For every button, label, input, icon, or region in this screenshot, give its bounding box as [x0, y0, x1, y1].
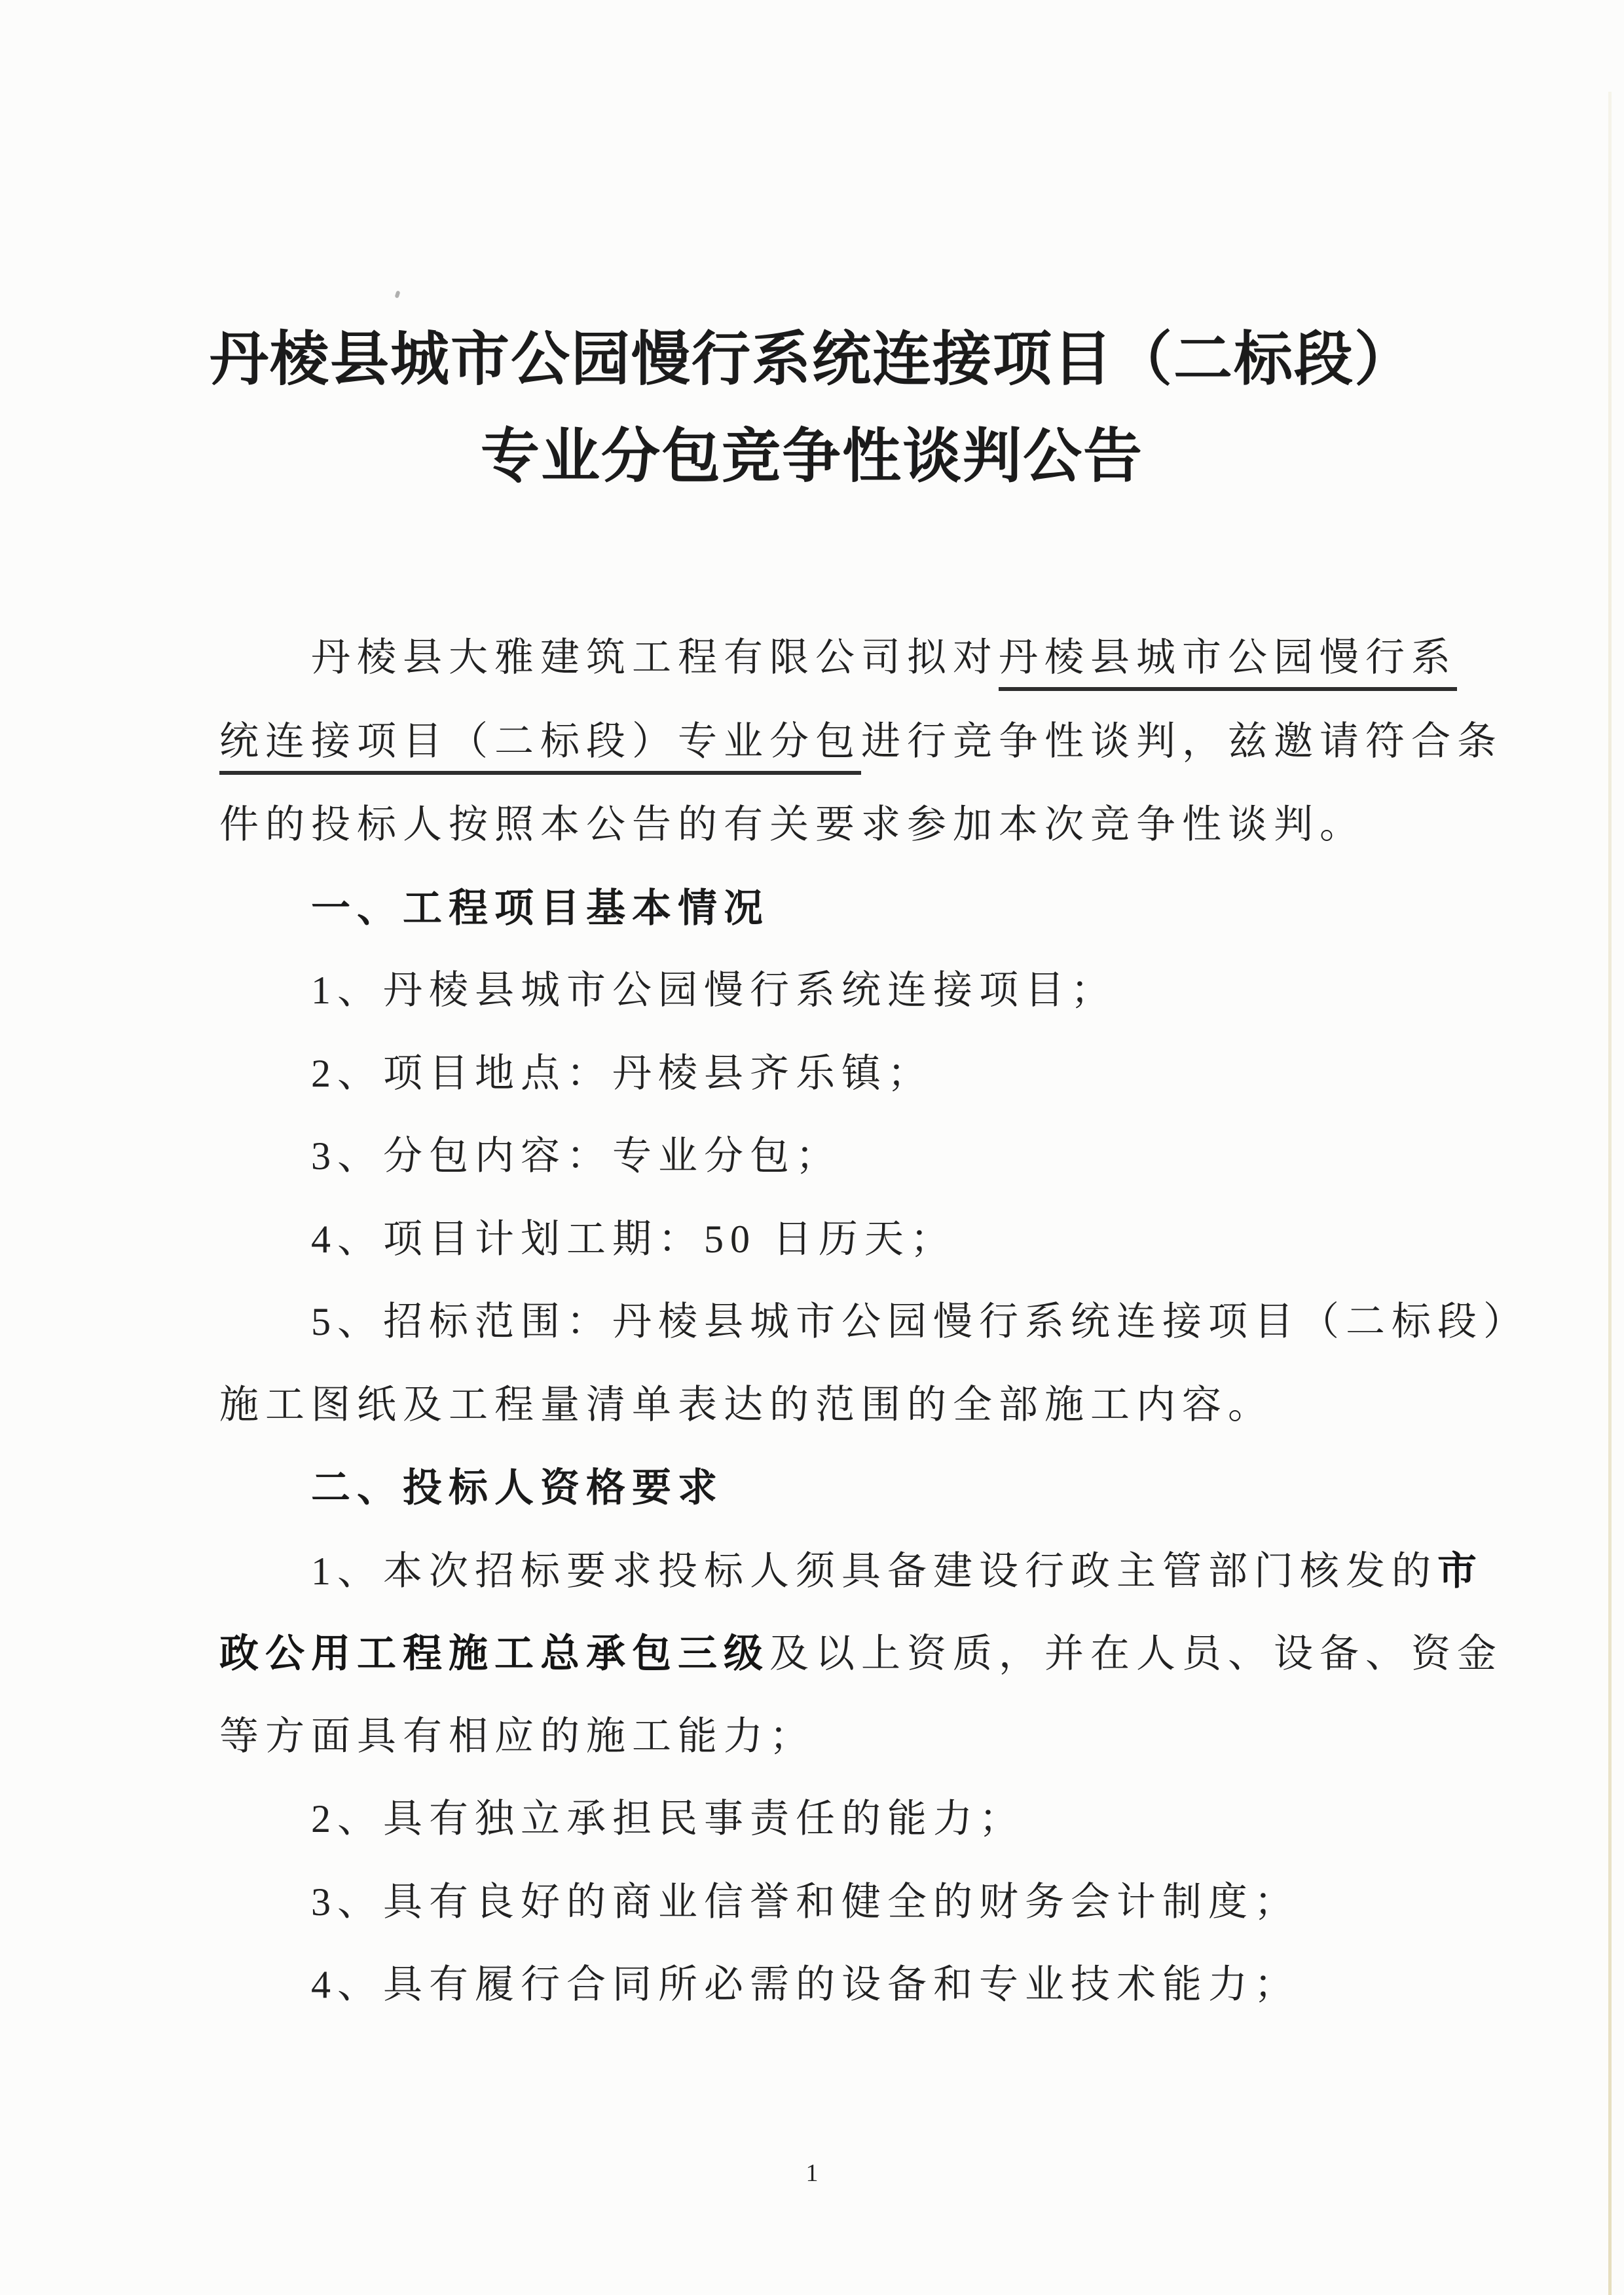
intro-line-1	[311, 635, 1457, 681]
section2-item-1-line-2-bold: 政公用工程施工总承包三级	[219, 1632, 769, 1675]
intro-line-3: 件的投标人按照本公告的有关要求参加本次竞争性谈判。	[219, 803, 1365, 846]
section1-item-4: 4、项目计划工期：50 日历天；	[311, 1218, 956, 1261]
section1-item-5-line-1: 5、招标范围：丹棱县城市公园慢行系统连接项目（二标段）	[311, 1300, 1529, 1343]
page-number: 1	[805, 2159, 819, 2187]
section2-heading: 二、投标人资格要求	[311, 1466, 724, 1510]
section1-item-1: 1、丹棱县城市公园慢行系统连接项目；	[311, 969, 1116, 1012]
scan-edge-artifact	[1608, 92, 1612, 2295]
section1-item-2: 2、项目地点：丹棱县齐乐镇；	[311, 1052, 933, 1095]
scan-speck	[394, 290, 400, 298]
intro-line-2-underlined: 统连接项目（二标段）专业分包	[219, 720, 861, 775]
section2-item-1-line-1-bold: 市	[1437, 1549, 1483, 1593]
section2-item-3: 3、具有良好的商业信誉和健全的财务会计制度；	[311, 1880, 1300, 1924]
section2-item-1-line-2-normal: 及以上资质，并在人员、设备、资金	[769, 1632, 1503, 1675]
document-title-line-2: 专业分包竞争性谈判公告	[481, 424, 1143, 489]
section2-item-1-line-1	[311, 1548, 1483, 1594]
section2-item-1-line-2	[219, 1631, 1503, 1677]
intro-line-1-normal: 丹棱县大雅建筑工程有限公司拟对	[311, 636, 999, 679]
section1-heading: 一、工程项目基本情况	[311, 886, 769, 930]
section2-item-1-line-1-normal: 1、本次招标要求投标人须具备建设行政主管部门核发的	[311, 1550, 1437, 1593]
section2-item-4: 4、具有履行合同所必需的设备和专业技术能力；	[311, 1963, 1300, 2006]
intro-line-1-underlined: 丹棱县城市公园慢行系	[999, 636, 1457, 691]
document-title-line-1: 丹棱县城市公园慢行系统连接项目（二标段）	[210, 327, 1414, 392]
section2-item-1-line-3: 等方面具有相应的施工能力；	[219, 1715, 815, 1758]
section2-item-2: 2、具有独立承担民事责任的能力；	[311, 1797, 1025, 1840]
intro-line-2-normal: 进行竞争性谈判，兹邀请符合条	[861, 720, 1503, 763]
section1-item-5-line-2: 施工图纸及工程量清单表达的范围的全部施工内容。	[219, 1383, 1274, 1427]
section1-item-3: 3、分包内容：专业分包；	[311, 1134, 841, 1178]
intro-line-2	[219, 719, 1503, 764]
